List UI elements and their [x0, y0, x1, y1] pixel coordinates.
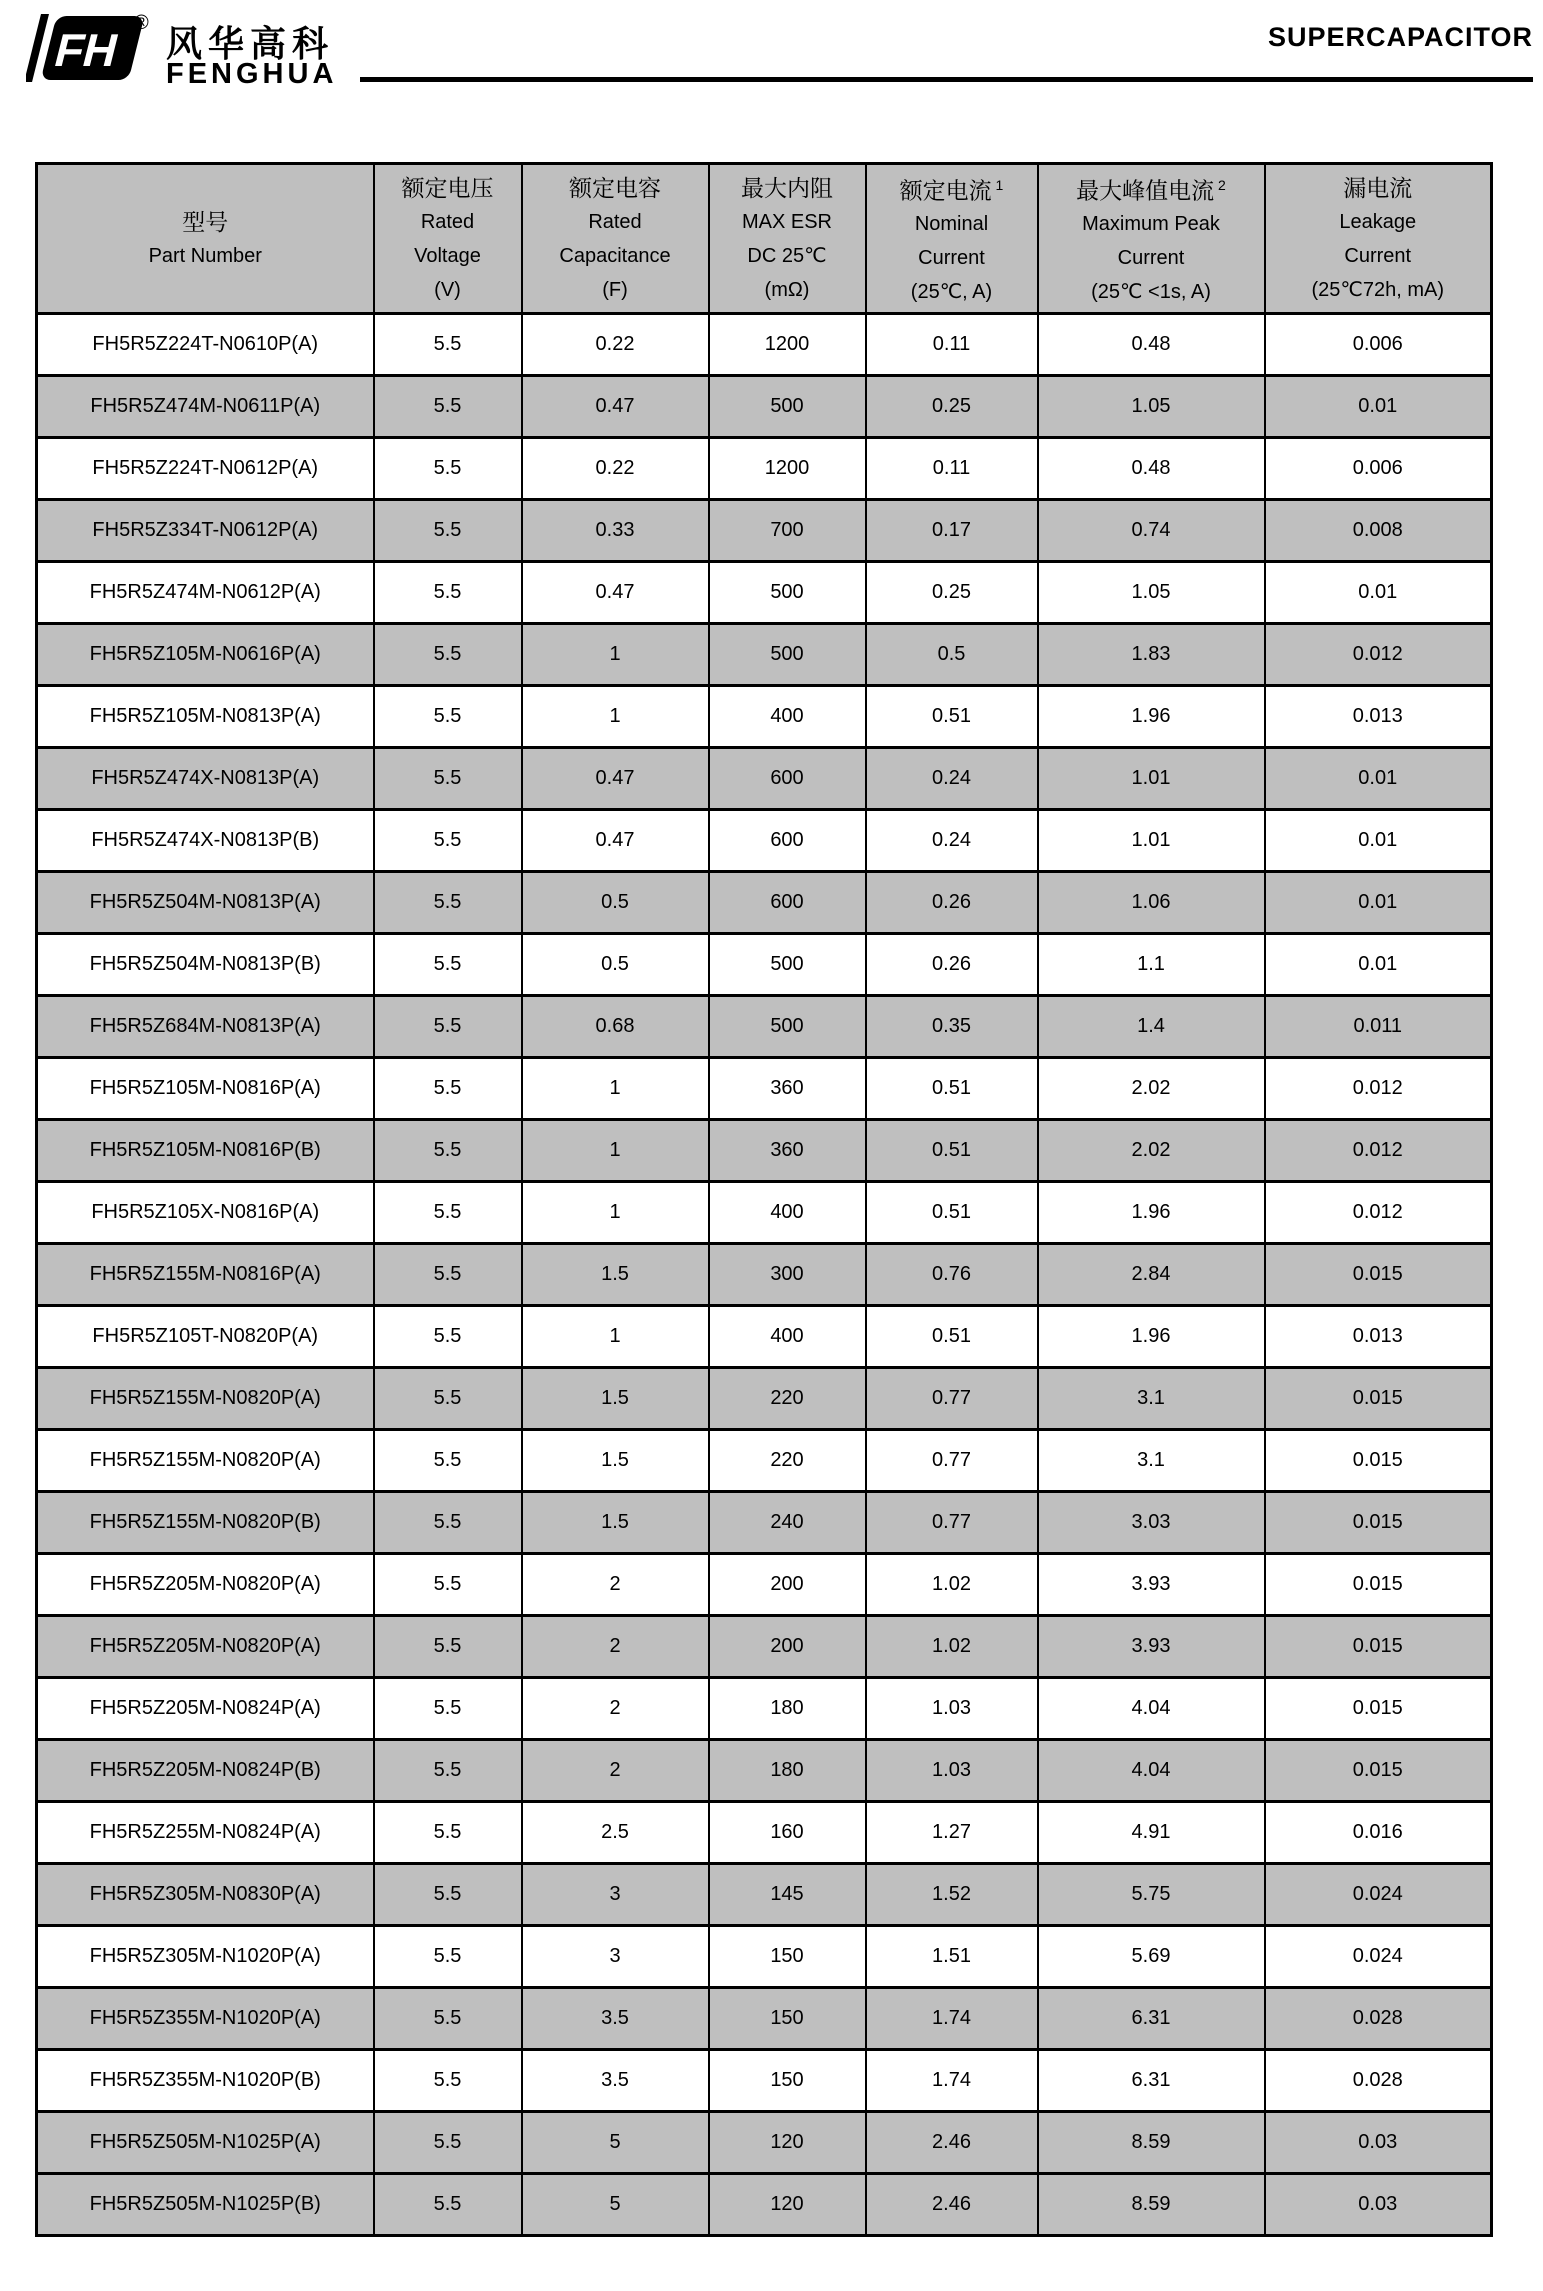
cell-leakage-current: 0.012: [1265, 624, 1492, 686]
cell-max-esr: 180: [709, 1740, 866, 1802]
cell-max-esr: 500: [709, 934, 866, 996]
cell-max-peak-current: 5.69: [1038, 1926, 1265, 1988]
cell-rated-capacitance: 0.47: [522, 810, 709, 872]
cell-max-esr: 700: [709, 500, 866, 562]
cell-part-number: FH5R5Z105T-N0820P(A): [37, 1306, 374, 1368]
cell-rated-voltage: 5.5: [374, 1554, 522, 1616]
table-row: [37, 1988, 1492, 2050]
cell-rated-capacitance: 1: [522, 1058, 709, 1120]
column-unit: (mΩ): [764, 278, 810, 301]
cell-rated-capacitance: 1: [522, 1306, 709, 1368]
cell-nominal-current: 0.26: [866, 872, 1038, 934]
cell-nominal-current: 0.24: [866, 748, 1038, 810]
footnote-marker: 1: [991, 176, 1004, 193]
cell-max-esr: 300: [709, 1244, 866, 1306]
cell-max-esr: 220: [709, 1430, 866, 1492]
header-divider: [360, 77, 1533, 82]
column-label-en: Nominal: [914, 213, 989, 236]
column-label-cn: 最大内阻: [741, 174, 833, 201]
cell-rated-voltage: 5.5: [374, 872, 522, 934]
cell-leakage-current: 0.012: [1265, 1182, 1492, 1244]
column-label-en: Current: [1117, 247, 1185, 270]
cell-rated-voltage: 5.5: [374, 1244, 522, 1306]
cell-max-peak-current: 1.4: [1038, 996, 1265, 1058]
column-label-en: Maximum Peak: [1082, 213, 1220, 236]
cell-leakage-current: 0.012: [1265, 1120, 1492, 1182]
table-body: [37, 314, 1492, 2236]
column-header-max-esr: [709, 164, 866, 314]
cell-part-number: FH5R5Z504M-N0813P(B): [37, 934, 374, 996]
cell-part-number: FH5R5Z155M-N0820P(B): [37, 1492, 374, 1554]
cell-part-number: FH5R5Z505M-N1025P(B): [37, 2174, 374, 2236]
cell-leakage-current: 0.024: [1265, 1864, 1492, 1926]
cell-max-esr: 220: [709, 1368, 866, 1430]
cell-part-number: FH5R5Z205M-N0824P(B): [37, 1740, 374, 1802]
table-row: [37, 1802, 1492, 1864]
cell-rated-capacitance: 0.5: [522, 934, 709, 996]
cell-part-number: FH5R5Z105M-N0816P(A): [37, 1058, 374, 1120]
table-row: [37, 1616, 1492, 1678]
cell-leakage-current: 0.03: [1265, 2174, 1492, 2236]
cell-nominal-current: 0.25: [866, 562, 1038, 624]
cell-rated-voltage: 5.5: [374, 376, 522, 438]
cell-part-number: FH5R5Z105X-N0816P(A): [37, 1182, 374, 1244]
column-unit: (25℃, A): [910, 281, 993, 304]
cell-rated-capacitance: 2: [522, 1616, 709, 1678]
cell-rated-capacitance: 2: [522, 1678, 709, 1740]
cell-max-peak-current: 1.96: [1038, 686, 1265, 748]
cell-leakage-current: 0.01: [1265, 934, 1492, 996]
cell-part-number: FH5R5Z474X-N0813P(B): [37, 810, 374, 872]
cell-max-esr: 500: [709, 562, 866, 624]
cell-nominal-current: 0.51: [866, 1120, 1038, 1182]
cell-rated-voltage: 5.5: [374, 500, 522, 562]
cell-max-peak-current: 3.03: [1038, 1492, 1265, 1554]
table-row: [37, 1368, 1492, 1430]
cell-rated-capacitance: 1.5: [522, 1244, 709, 1306]
cell-leakage-current: 0.006: [1265, 314, 1492, 376]
cell-nominal-current: 1.02: [866, 1616, 1038, 1678]
cell-max-peak-current: 1.96: [1038, 1306, 1265, 1368]
cell-leakage-current: 0.015: [1265, 1554, 1492, 1616]
cell-max-peak-current: 1.01: [1038, 748, 1265, 810]
cell-part-number: FH5R5Z105M-N0816P(B): [37, 1120, 374, 1182]
cell-leakage-current: 0.015: [1265, 1430, 1492, 1492]
cell-part-number: FH5R5Z355M-N1020P(A): [37, 1988, 374, 2050]
column-unit: (F): [602, 278, 628, 301]
cell-nominal-current: 1.27: [866, 1802, 1038, 1864]
cell-rated-capacitance: 1.5: [522, 1368, 709, 1430]
cell-leakage-current: 0.006: [1265, 438, 1492, 500]
cell-leakage-current: 0.01: [1265, 872, 1492, 934]
table-row: [37, 872, 1492, 934]
table-row: [37, 748, 1492, 810]
page-header: [0, 0, 1543, 162]
cell-rated-capacitance: 0.47: [522, 376, 709, 438]
cell-max-esr: 145: [709, 1864, 866, 1926]
cell-part-number: FH5R5Z305M-N1020P(A): [37, 1926, 374, 1988]
cell-rated-voltage: 5.5: [374, 1988, 522, 2050]
brand-name-chinese: 风华高科: [166, 23, 335, 64]
cell-rated-voltage: 5.5: [374, 624, 522, 686]
cell-max-esr: 600: [709, 748, 866, 810]
cell-max-peak-current: 3.1: [1038, 1430, 1265, 1492]
cell-part-number: FH5R5Z224T-N0610P(A): [37, 314, 374, 376]
cell-rated-voltage: 5.5: [374, 1058, 522, 1120]
table-row: [37, 1864, 1492, 1926]
table-row: [37, 438, 1492, 500]
cell-part-number: FH5R5Z155M-N0820P(A): [37, 1368, 374, 1430]
cell-max-peak-current: 2.02: [1038, 1058, 1265, 1120]
cell-max-esr: 160: [709, 1802, 866, 1864]
cell-max-peak-current: 1.06: [1038, 872, 1265, 934]
cell-leakage-current: 0.015: [1265, 1244, 1492, 1306]
cell-leakage-current: 0.015: [1265, 1616, 1492, 1678]
column-label-cn: 最大峰值电流 $^2$: [1076, 176, 1226, 204]
table-row: [37, 1430, 1492, 1492]
table-row: [37, 500, 1492, 562]
cell-max-esr: 240: [709, 1492, 866, 1554]
cell-max-esr: 600: [709, 872, 866, 934]
cell-rated-voltage: 5.5: [374, 1306, 522, 1368]
table-row: [37, 686, 1492, 748]
cell-leakage-current: 0.01: [1265, 810, 1492, 872]
column-label-cn: 额定电容: [569, 174, 661, 201]
cell-nominal-current: 1.03: [866, 1740, 1038, 1802]
table-row: [37, 1058, 1492, 1120]
column-label-cn: 型号: [182, 208, 229, 235]
cell-part-number: FH5R5Z255M-N0824P(A): [37, 1802, 374, 1864]
cell-max-peak-current: 6.31: [1038, 2050, 1265, 2112]
table-row: [37, 1492, 1492, 1554]
cell-nominal-current: 0.5: [866, 624, 1038, 686]
cell-nominal-current: 0.51: [866, 686, 1038, 748]
cell-max-esr: 400: [709, 1182, 866, 1244]
column-label-en: Rated: [588, 210, 642, 233]
cell-part-number: FH5R5Z474M-N0612P(A): [37, 562, 374, 624]
cell-rated-voltage: 5.5: [374, 748, 522, 810]
cell-max-esr: 150: [709, 2050, 866, 2112]
column-header-part-number: [37, 164, 374, 314]
cell-rated-voltage: 5.5: [374, 438, 522, 500]
cell-rated-capacitance: 0.68: [522, 996, 709, 1058]
cell-rated-capacitance: 3.5: [522, 1988, 709, 2050]
cell-part-number: FH5R5Z224T-N0612P(A): [37, 438, 374, 500]
column-label-en: MAX ESR: [741, 210, 833, 233]
cell-max-peak-current: 2.84: [1038, 1244, 1265, 1306]
svg-text:FH: FH: [49, 24, 124, 76]
cell-rated-capacitance: 2: [522, 1554, 709, 1616]
cell-rated-voltage: 5.5: [374, 1368, 522, 1430]
column-label-cn: 漏电流: [1343, 174, 1413, 201]
cell-leakage-current: 0.013: [1265, 1306, 1492, 1368]
cell-part-number: FH5R5Z334T-N0612P(A): [37, 500, 374, 562]
table-row: [37, 2112, 1492, 2174]
cell-rated-voltage: 5.5: [374, 686, 522, 748]
cell-nominal-current: 1.74: [866, 1988, 1038, 2050]
cell-rated-capacitance: 5: [522, 2112, 709, 2174]
cell-max-peak-current: 5.75: [1038, 1864, 1265, 1926]
cell-leakage-current: 0.028: [1265, 1988, 1492, 2050]
brand-name-english: FENGHUA: [166, 58, 338, 90]
cell-max-esr: 120: [709, 2112, 866, 2174]
table-row: [37, 624, 1492, 686]
cell-part-number: FH5R5Z205M-N0820P(A): [37, 1616, 374, 1678]
table-row: [37, 1678, 1492, 1740]
cell-max-peak-current: 6.31: [1038, 1988, 1265, 2050]
cell-rated-capacitance: 1: [522, 1120, 709, 1182]
cell-part-number: FH5R5Z505M-N1025P(A): [37, 2112, 374, 2174]
cell-max-peak-current: 0.74: [1038, 500, 1265, 562]
cell-rated-capacitance: 0.22: [522, 438, 709, 500]
table-row: [37, 314, 1492, 376]
table-row: [37, 1740, 1492, 1802]
table-row: [37, 996, 1492, 1058]
cell-rated-capacitance: 0.47: [522, 562, 709, 624]
table-row: [37, 2174, 1492, 2236]
cell-max-peak-current: 3.93: [1038, 1616, 1265, 1678]
cell-leakage-current: 0.008: [1265, 500, 1492, 562]
column-label-en: Rated: [420, 210, 475, 233]
cell-max-esr: 150: [709, 1988, 866, 2050]
cell-rated-capacitance: 0.47: [522, 748, 709, 810]
cell-rated-capacitance: 3: [522, 1926, 709, 1988]
cell-part-number: FH5R5Z155M-N0816P(A): [37, 1244, 374, 1306]
cell-rated-voltage: 5.5: [374, 1926, 522, 1988]
cell-rated-voltage: 5.5: [374, 1864, 522, 1926]
cell-leakage-current: 0.015: [1265, 1678, 1492, 1740]
cell-nominal-current: 1.02: [866, 1554, 1038, 1616]
cell-rated-capacitance: 2: [522, 1740, 709, 1802]
column-header-nominal-current: [866, 164, 1038, 314]
cell-nominal-current: 1.74: [866, 2050, 1038, 2112]
cell-leakage-current: 0.015: [1265, 1492, 1492, 1554]
column-header-rated-voltage: [374, 164, 522, 314]
cell-max-peak-current: 4.91: [1038, 1802, 1265, 1864]
table-row: [37, 1182, 1492, 1244]
column-unit: (25℃ <1s, A): [1091, 281, 1211, 304]
cell-max-esr: 500: [709, 376, 866, 438]
column-label-cn: 额定电流 $^1$: [899, 176, 1004, 204]
cell-max-peak-current: 1.05: [1038, 562, 1265, 624]
table-row: [37, 2050, 1492, 2112]
cell-rated-capacitance: 5: [522, 2174, 709, 2236]
cell-leakage-current: 0.01: [1265, 376, 1492, 438]
table-row: [37, 562, 1492, 624]
cell-rated-capacitance: 3.5: [522, 2050, 709, 2112]
cell-nominal-current: 0.51: [866, 1306, 1038, 1368]
cell-part-number: FH5R5Z205M-N0820P(A): [37, 1554, 374, 1616]
cell-max-esr: 200: [709, 1554, 866, 1616]
cell-max-esr: 200: [709, 1616, 866, 1678]
cell-part-number: FH5R5Z684M-N0813P(A): [37, 996, 374, 1058]
cell-nominal-current: 0.77: [866, 1430, 1038, 1492]
cell-max-peak-current: 1.83: [1038, 624, 1265, 686]
cell-part-number: FH5R5Z155M-N0820P(A): [37, 1430, 374, 1492]
cell-leakage-current: 0.015: [1265, 1368, 1492, 1430]
cell-max-peak-current: 0.48: [1038, 438, 1265, 500]
column-header-rated-capacitance: [522, 164, 709, 314]
cell-rated-voltage: 5.5: [374, 2112, 522, 2174]
cell-rated-capacitance: 1.5: [522, 1430, 709, 1492]
cell-max-esr: 500: [709, 624, 866, 686]
column-label-en: Capacitance: [559, 244, 671, 267]
cell-max-esr: 1200: [709, 314, 866, 376]
column-label-en: Current: [918, 247, 985, 270]
registered-trademark-icon: ®: [134, 12, 149, 34]
column-header-max-peak-current: [1038, 164, 1265, 314]
cell-rated-voltage: 5.5: [374, 810, 522, 872]
cell-rated-voltage: 5.5: [374, 1492, 522, 1554]
cell-max-esr: 360: [709, 1120, 866, 1182]
cell-rated-voltage: 5.5: [374, 1740, 522, 1802]
cell-rated-capacitance: 0.22: [522, 314, 709, 376]
table-row: [37, 1554, 1492, 1616]
cell-leakage-current: 0.024: [1265, 1926, 1492, 1988]
cell-nominal-current: 0.25: [866, 376, 1038, 438]
cell-max-esr: 180: [709, 1678, 866, 1740]
cell-max-peak-current: 1.01: [1038, 810, 1265, 872]
cell-rated-capacitance: 1: [522, 624, 709, 686]
cell-leakage-current: 0.028: [1265, 2050, 1492, 2112]
cell-max-peak-current: 4.04: [1038, 1678, 1265, 1740]
table-header-row: [37, 164, 1492, 314]
cell-max-esr: 600: [709, 810, 866, 872]
column-label-cn: 额定电压: [401, 174, 494, 201]
cell-max-esr: 150: [709, 1926, 866, 1988]
cell-rated-voltage: 5.5: [374, 996, 522, 1058]
cell-leakage-current: 0.015: [1265, 1740, 1492, 1802]
cell-nominal-current: 0.76: [866, 1244, 1038, 1306]
column-label-en: Part Number: [148, 244, 262, 267]
cell-leakage-current: 0.016: [1265, 1802, 1492, 1864]
column-unit: (V): [434, 278, 461, 301]
cell-part-number: FH5R5Z474M-N0611P(A): [37, 376, 374, 438]
cell-max-peak-current: 2.02: [1038, 1120, 1265, 1182]
cell-leakage-current: 0.01: [1265, 562, 1492, 624]
cell-rated-voltage: 5.5: [374, 934, 522, 996]
cell-rated-capacitance: 1: [522, 686, 709, 748]
cell-max-peak-current: 1.96: [1038, 1182, 1265, 1244]
cell-rated-voltage: 5.5: [374, 1182, 522, 1244]
cell-rated-voltage: 5.5: [374, 2050, 522, 2112]
cell-rated-capacitance: 0.5: [522, 872, 709, 934]
cell-max-esr: 360: [709, 1058, 866, 1120]
cell-leakage-current: 0.01: [1265, 748, 1492, 810]
cell-max-peak-current: 4.04: [1038, 1740, 1265, 1802]
cell-rated-voltage: 5.5: [374, 1430, 522, 1492]
cell-max-peak-current: 8.59: [1038, 2112, 1265, 2174]
cell-part-number: FH5R5Z105M-N0616P(A): [37, 624, 374, 686]
cell-nominal-current: 2.46: [866, 2112, 1038, 2174]
cell-nominal-current: 0.26: [866, 934, 1038, 996]
cell-max-peak-current: 1.05: [1038, 376, 1265, 438]
cell-part-number: FH5R5Z305M-N0830P(A): [37, 1864, 374, 1926]
cell-nominal-current: 0.35: [866, 996, 1038, 1058]
cell-max-peak-current: 1.1: [1038, 934, 1265, 996]
cell-nominal-current: 0.77: [866, 1492, 1038, 1554]
cell-max-esr: 400: [709, 1306, 866, 1368]
cell-part-number: FH5R5Z355M-N1020P(B): [37, 2050, 374, 2112]
cell-nominal-current: 0.77: [866, 1368, 1038, 1430]
cell-nominal-current: 2.46: [866, 2174, 1038, 2236]
cell-nominal-current: 1.52: [866, 1864, 1038, 1926]
footnote-marker: 2: [1214, 176, 1226, 193]
cell-max-peak-current: 8.59: [1038, 2174, 1265, 2236]
column-unit: (25℃72h, mA): [1311, 278, 1444, 301]
column-label-en: Leakage: [1339, 210, 1417, 233]
document-title: SUPERCAPACITOR: [1267, 22, 1533, 52]
cell-nominal-current: 0.17: [866, 500, 1038, 562]
cell-rated-capacitance: 2.5: [522, 1802, 709, 1864]
cell-max-esr: 400: [709, 686, 866, 748]
column-header-leakage-current: [1265, 164, 1492, 314]
table-header: [37, 164, 1492, 314]
cell-nominal-current: 0.24: [866, 810, 1038, 872]
column-label-en: Current: [1344, 244, 1412, 267]
cell-part-number: FH5R5Z205M-N0824P(A): [37, 1678, 374, 1740]
cell-max-esr: 1200: [709, 438, 866, 500]
cell-rated-voltage: 5.5: [374, 314, 522, 376]
cell-max-peak-current: 3.93: [1038, 1554, 1265, 1616]
cell-leakage-current: 0.011: [1265, 996, 1492, 1058]
cell-rated-voltage: 5.5: [374, 562, 522, 624]
cell-max-esr: 500: [709, 996, 866, 1058]
cell-max-peak-current: 0.48: [1038, 314, 1265, 376]
table-row: [37, 810, 1492, 872]
cell-rated-voltage: 5.5: [374, 1120, 522, 1182]
cell-nominal-current: 0.11: [866, 438, 1038, 500]
column-label-en: DC 25℃: [747, 244, 827, 267]
cell-part-number: FH5R5Z474X-N0813P(A): [37, 748, 374, 810]
cell-rated-capacitance: 1: [522, 1182, 709, 1244]
table-row: [37, 1306, 1492, 1368]
column-label-en: Voltage: [414, 244, 481, 267]
cell-leakage-current: 0.03: [1265, 2112, 1492, 2174]
cell-part-number: FH5R5Z105M-N0813P(A): [37, 686, 374, 748]
cell-rated-capacitance: 3: [522, 1864, 709, 1926]
cell-rated-voltage: 5.5: [374, 2174, 522, 2236]
cell-rated-capacitance: 0.33: [522, 500, 709, 562]
cell-nominal-current: 0.51: [866, 1182, 1038, 1244]
table-row: [37, 1120, 1492, 1182]
cell-nominal-current: 1.03: [866, 1678, 1038, 1740]
cell-leakage-current: 0.013: [1265, 686, 1492, 748]
cell-rated-voltage: 5.5: [374, 1678, 522, 1740]
cell-nominal-current: 1.51: [866, 1926, 1038, 1988]
cell-part-number: FH5R5Z504M-N0813P(A): [37, 872, 374, 934]
cell-rated-capacitance: 1.5: [522, 1492, 709, 1554]
supercapacitor-spec-table: [35, 162, 1493, 2237]
table-row: [37, 1926, 1492, 1988]
cell-max-peak-current: 3.1: [1038, 1368, 1265, 1430]
table-row: [37, 934, 1492, 996]
cell-max-esr: 120: [709, 2174, 866, 2236]
table-row: [37, 376, 1492, 438]
cell-leakage-current: 0.012: [1265, 1058, 1492, 1120]
table-row: [37, 1244, 1492, 1306]
cell-nominal-current: 0.11: [866, 314, 1038, 376]
cell-rated-voltage: 5.5: [374, 1616, 522, 1678]
cell-nominal-current: 0.51: [866, 1058, 1038, 1120]
cell-rated-voltage: 5.5: [374, 1802, 522, 1864]
